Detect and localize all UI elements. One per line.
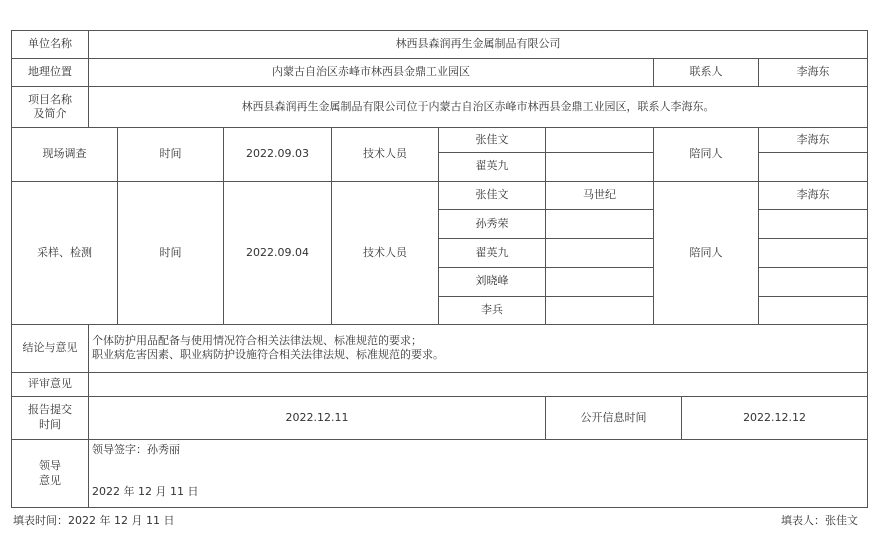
sampling-label: 采样、检测	[12, 181, 118, 325]
conclusion-label: 结论与意见	[12, 325, 89, 372]
report-date: 2022.12.11	[89, 397, 546, 440]
public-info-label: 公开信息时间	[546, 397, 682, 440]
sampling-accompany-label: 陪同人	[654, 181, 759, 325]
project-desc: 林西县森润再生金属制品有限公司位于内蒙古自治区赤峰市林西县金鼎工业园区，联系人李海东。	[89, 87, 868, 128]
project-label-line1: 项目名称	[28, 92, 72, 106]
report-label-line2: 时间	[39, 418, 61, 432]
survey-label: 现场调查	[12, 128, 118, 181]
sampling-time-label: 时间	[118, 181, 224, 325]
project-label-line2: 及简介	[33, 107, 67, 121]
sampling-staff-name: 张佳文	[439, 181, 546, 210]
conclusion-line-1: 个体防护用品配备与使用情况符合相关法律法规、标准规范的要求；	[92, 333, 422, 347]
survey-date: 2022.09.03	[224, 128, 332, 181]
survey-accompany-name	[759, 153, 868, 182]
survey-staff-label: 技术人员	[332, 128, 439, 181]
review-value	[89, 372, 868, 397]
report-label-line1: 报告提交	[28, 403, 72, 417]
sampling-staff-name: 刘晓峰	[439, 267, 546, 296]
leader-label	[12, 440, 89, 508]
filler-name: 填表人：张佳文	[781, 514, 858, 527]
public-info-date: 2022.12.12	[682, 397, 868, 440]
sampling-staff-label: 技术人员	[332, 181, 439, 325]
sampling-date: 2022.09.04	[224, 181, 332, 325]
conclusion-text	[89, 325, 868, 372]
survey-staff-name: 翟英九	[439, 153, 546, 182]
contact-label: 联系人	[654, 58, 759, 87]
sampling-staff-extra	[546, 239, 654, 268]
leader-date: 2022 年 12 月 11 日	[92, 485, 199, 499]
leader-signature: 领导签字：孙秀丽	[92, 443, 180, 457]
conclusion-line-2: 职业病危害因素、职业病防护设施符合相关法律法规、标准规范的要求。	[92, 348, 444, 362]
sampling-staff-name: 孙秀荣	[439, 210, 546, 239]
sampling-staff-extra	[546, 296, 654, 325]
survey-time-label: 时间	[118, 128, 224, 181]
unit-name-value: 林西县森润再生金属制品有限公司	[89, 31, 868, 59]
unit-name-label: 单位名称	[12, 31, 89, 59]
survey-accompany-name: 李海东	[759, 128, 868, 153]
leader-label-line2: 意见	[39, 473, 61, 487]
survey-staff-name: 张佳文	[439, 128, 546, 153]
sampling-staff-extra	[546, 267, 654, 296]
sampling-accompany-name	[759, 210, 868, 239]
sampling-accompany-name: 李海东	[759, 181, 868, 210]
info-form-table	[11, 30, 868, 508]
location-value: 内蒙古自治区赤峰市林西县金鼎工业园区	[89, 58, 654, 87]
fill-time: 填表时间：2022 年 12 月 11 日	[13, 514, 175, 527]
sampling-staff-name: 李兵	[439, 296, 546, 325]
sampling-staff-name: 翟英九	[439, 239, 546, 268]
review-label: 评审意见	[12, 372, 89, 397]
leader-opinion	[89, 440, 868, 508]
leader-label-line1: 领导	[39, 458, 61, 472]
sampling-staff-extra: 马世纪	[546, 181, 654, 210]
report-time-label	[12, 397, 89, 440]
sampling-staff-extra	[546, 210, 654, 239]
survey-staff-extra	[546, 128, 654, 153]
sampling-accompany-name	[759, 296, 868, 325]
project-label	[12, 87, 89, 128]
sampling-accompany-name	[759, 267, 868, 296]
location-label: 地理位置	[12, 58, 89, 87]
survey-staff-extra	[546, 153, 654, 182]
survey-accompany-label: 陪同人	[654, 128, 759, 181]
contact-value: 李海东	[759, 58, 868, 87]
sampling-accompany-name	[759, 239, 868, 268]
